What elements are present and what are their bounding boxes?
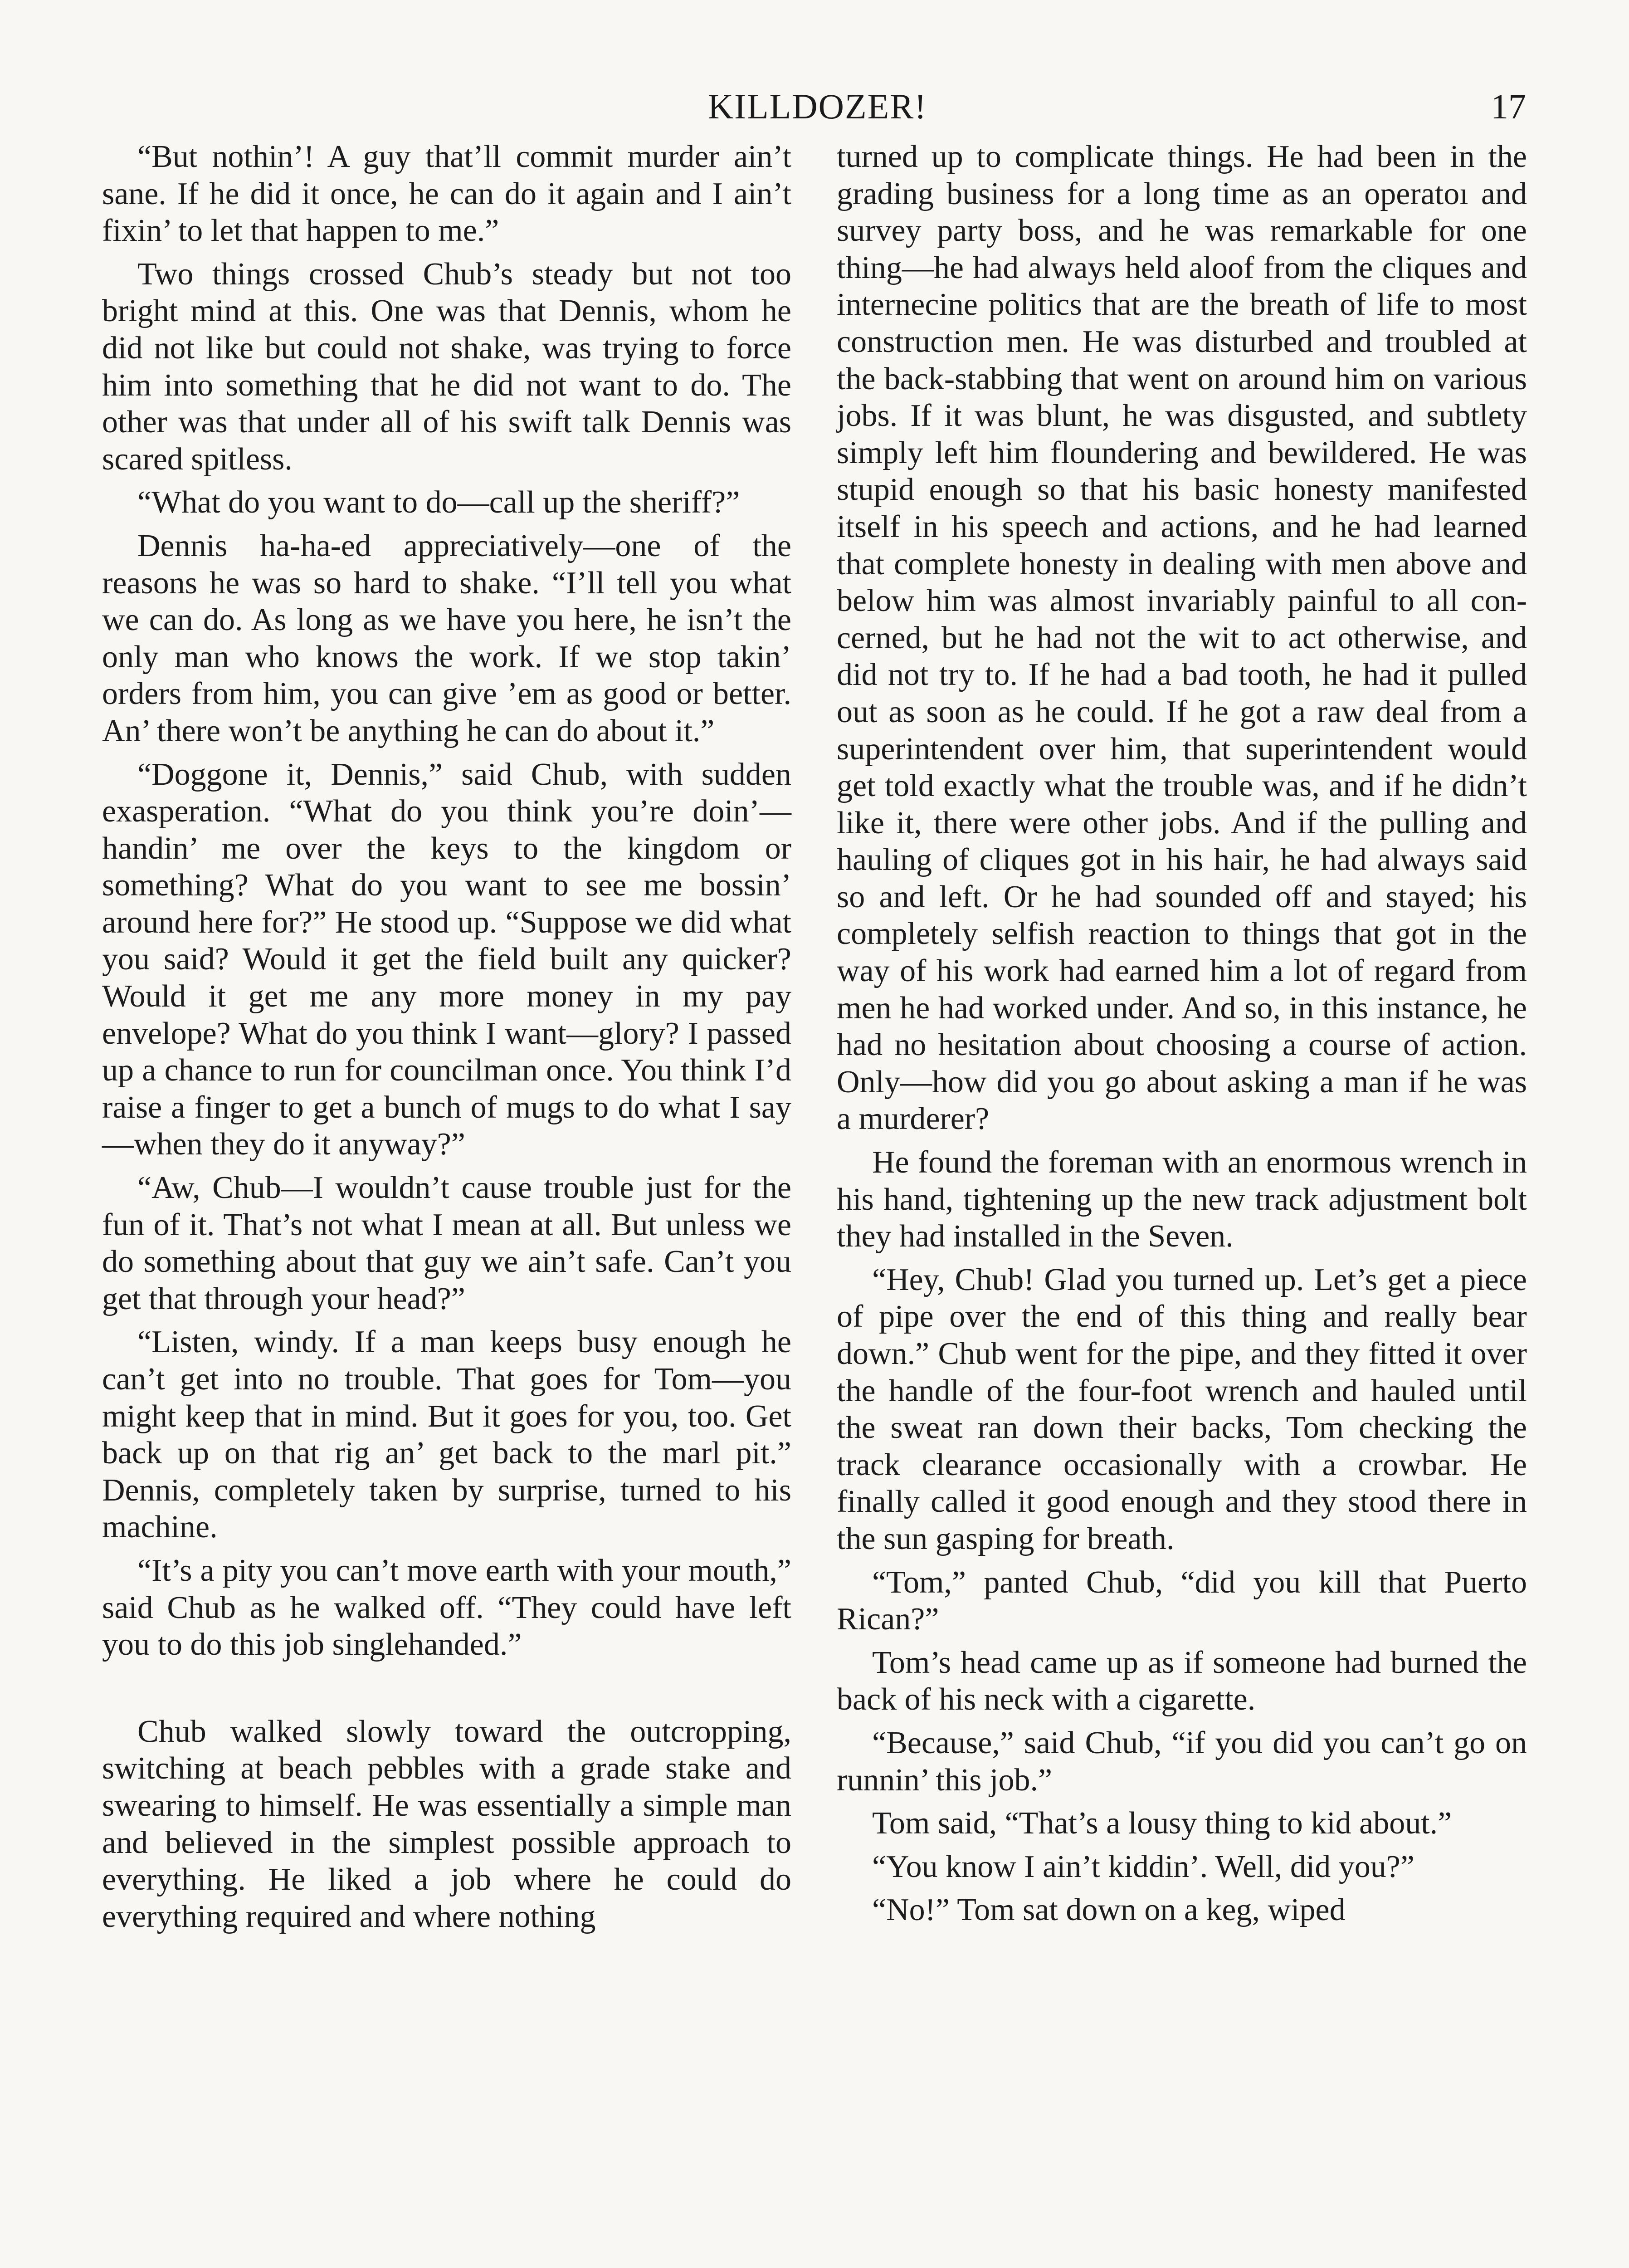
paragraph: “Hey, Chub! Glad you turned up. Let’s get a piece of pipe over the end of this thing and really bear down.” Chub went for the pipe, and they fitted it over the handle of the four-foot wrench and hauled until the sweat ran down their backs, Tom checking the track clearance occasionally with a crowbar. He finally called it good enough and they stood there in the sun gasping for breath. <box>837 1262 1527 1556</box>
paragraph: “No!” Tom sat down on a keg, wiped <box>872 1892 1346 1928</box>
running-title: KILLDOZER! <box>707 87 927 126</box>
section-break-paragraph: Chub walked slowly toward the outcropping, switching at beach pebbles with a grade stake and swearing to himself. He was essentially a simple man and believed in the simplest possible approach to everything. He liked a job where he could do everything required and where nothing <box>102 1714 791 1934</box>
paragraph: Two things crossed Chub’s steady but not too bright mind at this. One was that Dennis, whom he did not like but could not shake, was trying to force him into something that he did not want to do. The other was that under all of his swift talk Dennis was scared spitless. <box>102 256 791 477</box>
paragraph: “Because,” said Chub, “if you did you can’t go on runnin’ this job.” <box>837 1725 1527 1798</box>
page-header <box>102 82 1533 132</box>
paragraph: “Listen, windy. If a man keeps busy enough he can’t get into no trouble. That goes for Tom—you might keep that in mind. But it goes for you, too. Get back up on that rig an’ get back to the marl pit.” Dennis, completely taken by surprise, turned to his machine. <box>102 1325 791 1545</box>
left-column <box>102 138 791 1935</box>
paragraph: “You know I ain’t kiddin’. Well, did you?” <box>872 1849 1414 1884</box>
paragraph: Tom’s head came up as if someone had burned the back of his neck with a cigarette. <box>837 1645 1527 1717</box>
paragraph: Tom said, “That’s a lousy thing to kid about.” <box>872 1806 1452 1841</box>
paragraph: “Aw, Chub—I wouldn’t cause trouble just for the fun of it. That’s not what I mean at all. But unless we do something about that guy we ain’t safe. Can’t you get that through your head?” <box>102 1170 791 1316</box>
page-number: 17 <box>1491 87 1526 126</box>
paragraph: “It’s a pity you can’t move earth with your mouth,” said Chub as he walked off. “They could have left you to do this job singlehanded.” <box>102 1553 791 1662</box>
paragraph: He found the foreman with an enormous wrench in his hand, tightening up the new track adjustment bolt they had installed in the Seven. <box>837 1145 1527 1254</box>
right-column <box>837 138 1527 1929</box>
paragraph: “Doggone it, Dennis,” said Chub, with sudden exasperation. “What do you think you’re doin’—handin’ me over the keys to the kingdom or something? What do you want to see me bossin’ around here for?” He stood up. “Suppose we did what you said? Would it get the field built any quicker? Would it get me any more money in my pay envelope? What do you think I want—glory? I passed up a chance to run for councilman once. You think I’d raise a finger to get a bunch of mugs to do what I say—when they do it anyway?” <box>102 757 791 1162</box>
paragraph: Dennis ha-ha-ed appreciatively—one of the reasons he was so hard to shake. “I’ll tell you what we can do. As long as we have you here, he isn’t the only man who knows the work. If we stop takin’ orders from him, you can give ’em as good or better. An’ there won’t be anything he can do about it.” <box>102 528 791 748</box>
continued-paragraph: turned up to complicate things. He had been in the grading business for a long time as an operatoı and survey party boss, and he was remarkable for one thing—he had always held aloof from the cliques and internecine politics that are the breath of life to most construction men. He was disturbed and troubled at the back-stabbing that went on around him on various jobs. If it was blunt, he was disgusted, and subtlety simply left him floundering and bewildered. He was stupid enough so that his basic honesty manifested itself in his speech and actions, and he had learned that complete honesty in dealing with men above and below him was almost invariably painful to all concerned, but he had not the wit to act otherwise, and did not try to. If he had a bad tooth, he had it pulled out as soon as he could. If he got a raw deal from a superintendent over him, that superintendent would get told exactly what the trouble was, and if he didn’t like it, there were other jobs. And if the pulling and hauling of cliques got in his hair, he had always said so and left. Or he had sounded off and stayed; his completely selfish reaction to things that got in the way of his work had earned him a lot of regard from men he had worked under. And so, in this instance, he had no hesitation about choosing a course of action. Only—how did you go about asking a man if he was a murderer? <box>837 139 1527 1137</box>
paragraph: “Tom,” panted Chub, “did you kill that Puerto Rican?” <box>837 1564 1527 1637</box>
paragraph: “But nothin’! A guy that’ll commit murder ain’t sane. If he did it once, he can do it again and I ain’t fixin’ to let that happen to me.” <box>102 139 791 249</box>
paragraph: “What do you want to do—call up the sheriff?” <box>137 485 740 520</box>
